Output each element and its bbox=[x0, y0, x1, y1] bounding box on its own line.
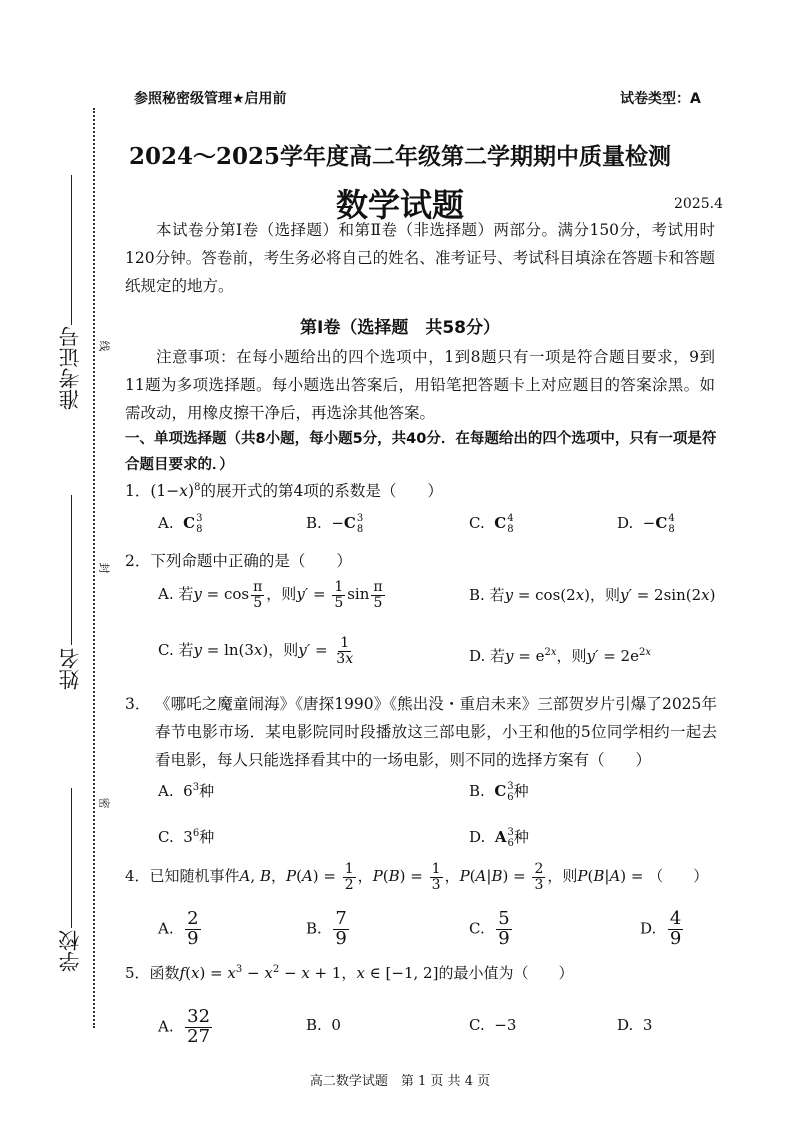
seal-char: 封 bbox=[97, 562, 111, 574]
q3-option-d[interactable]: D. A 3 6 种 bbox=[469, 827, 529, 849]
q3-number: 3． bbox=[125, 695, 151, 713]
q1-option-c[interactable]: C. C 4 8 bbox=[469, 513, 514, 535]
q4-option-c[interactable]: C. $\frac{5}{9}$ bbox=[469, 908, 510, 949]
q1-option-d[interactable]: D. −C 4 8 bbox=[617, 513, 675, 535]
part1-title: 第Ⅰ卷（选择题 共58分） bbox=[300, 318, 500, 338]
q4-option-d[interactable]: D. $\frac{4}{9}$ bbox=[640, 908, 682, 949]
q5-option-b[interactable]: B. 0 bbox=[306, 1016, 341, 1034]
line-char: 线 bbox=[97, 340, 111, 352]
ticket-number-label: 准考证号 bbox=[58, 326, 82, 410]
q5-option-c[interactable]: C. −3 bbox=[469, 1016, 517, 1034]
q1-option-a[interactable]: A. C 3 8 bbox=[158, 513, 203, 535]
q2-option-c[interactable]: C. 若y = ln(3x)，则y′ = $\frac{1}{3x}$ bbox=[158, 635, 354, 667]
q2-option-b[interactable]: B. 若y = cos(2x)，则y′ = 2sin(2x) bbox=[469, 586, 716, 604]
part1-notice: 注意事项：在每小题给出的四个选项中，1到8题只有一项是符合题目要求，9到11题为多项选择题。每小题选出答案后，用铅笔把答题卡上对应题目的答案涂黑。如需改动，用橡皮擦干净后，再选涂其他答案。 bbox=[125, 348, 715, 422]
q2-option-a[interactable]: A. 若y = cos $\frac{\pi}{5}$ ，则y′ = $\frac{1}{5}$ sin $\frac{\pi}{5}$ bbox=[158, 579, 383, 611]
q4-option-b[interactable]: B. $\frac{7}{9}$ bbox=[306, 908, 347, 949]
section1-heading: 一、单项选择题（共8小题，每小题5分，共40分．在每题给出的四个选项中，只有一项是符合题目要求的．） bbox=[125, 431, 717, 473]
school-label: 学校 bbox=[58, 930, 82, 972]
question-1: 1．$(1-x)^8$的展开式的第4项的系数是（ ） bbox=[125, 482, 443, 501]
q3-option-c[interactable]: C. $3^6$种 bbox=[158, 828, 215, 846]
exam-date: 2025.4 bbox=[674, 196, 723, 212]
name-label: 姓名 bbox=[58, 648, 82, 690]
confidential-header: 参照秘密级管理★启用前 bbox=[134, 91, 287, 107]
name-blank bbox=[71, 495, 72, 645]
q2-option-d[interactable]: D. 若$y = e^{2x}$，则$y' = 2e^{2x}$ bbox=[469, 647, 651, 665]
q3-option-a[interactable]: A. $6^3$种 bbox=[158, 782, 215, 800]
exam-title: 2024～2025学年度高二年级第二学期期中质量检测 bbox=[128, 143, 672, 170]
school-blank bbox=[71, 788, 72, 928]
question-3: 《哪吒之魔童闹海》《唐探1990》《熊出没・重启未来》三部贺岁片引爆了2025年春节电影市场．某电影院同时段播放这三部电影，小王和他的5位同学相约一起去看电影，每人只能选择看其中的一场电影，则不同的选择方案有（ ） bbox=[155, 695, 717, 769]
paper-type: 试卷类型：A bbox=[620, 91, 701, 107]
binding-dotted-line bbox=[93, 108, 95, 1028]
q3-option-b[interactable]: B. C 3 6 种 bbox=[469, 781, 529, 803]
secret-char: 密 bbox=[97, 797, 111, 809]
q5-option-a[interactable]: A. $\frac{32}{27}$ bbox=[158, 1006, 211, 1047]
question-2: 2．下列命题中正确的是（ ） bbox=[125, 552, 352, 570]
q4-option-a[interactable]: A. $\frac{2}{9}$ bbox=[158, 908, 199, 949]
intro-paragraph: 本试卷分第Ⅰ卷（选择题）和第Ⅱ卷（非选择题）两部分。满分150分，考试用时120分钟。答卷前，考生务必将自己的姓名、准考证号、考试科目填涂在答题卡和答题纸规定的地方。 bbox=[125, 221, 715, 295]
q5-option-d[interactable]: D. 3 bbox=[617, 1016, 653, 1034]
subject-title: 数学试题 bbox=[335, 186, 464, 224]
page-footer: 高二数学试题 第 1 页 共 4 页 bbox=[309, 1074, 491, 1089]
q1-option-b[interactable]: B. −C 3 8 bbox=[306, 513, 364, 535]
question-4: 4．已知随机事件A, B，P(A) = $\frac{1}{2}$ ，P(B) = $\frac{1}{3}$ ，P(A|B) = $\frac{2}{3}$ ，则P(B|A) = （ ） bbox=[125, 861, 709, 893]
question-5: 5．函数$f(x) = x^3 - x^2 - x + 1$，x ∈ [−1, 2]的最小值为（ ） bbox=[125, 964, 574, 982]
